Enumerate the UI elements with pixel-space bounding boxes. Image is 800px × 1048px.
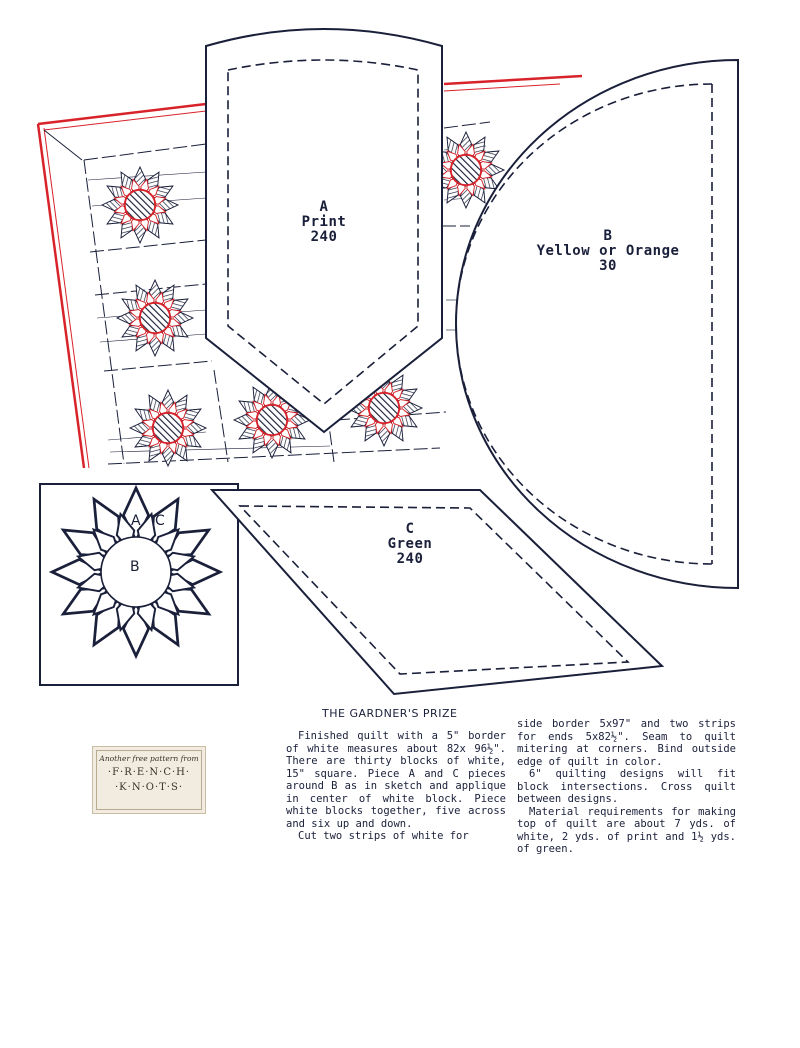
piece-c-label (360, 522, 460, 567)
piece-b-label (528, 229, 688, 274)
sketch-letter-a: A (131, 513, 141, 529)
instructions-paragraph: Finished quilt with a 5" border of white measures about 82x 96½". There are thirty blocks of white, 15" square. Piece A and C pieces around B as in sketch and applique in center of white block. Piece white blocks together, five across and six up and down. (286, 730, 506, 830)
sketch-letter-c: C (155, 513, 165, 529)
instructions-column-2 (517, 718, 736, 856)
instructions-paragraph: side border 5x97" and two strips for ends 5x82½". Seam to quilt mitering at corners. Bind outside edge of quilt in color. (517, 718, 736, 768)
piece-c-fabric: Green (387, 536, 433, 552)
piece-a-letter: A (319, 199, 329, 215)
piece-a-fabric: Print (301, 214, 347, 230)
french-knots-label (92, 746, 206, 814)
flower-block-3 (130, 390, 206, 466)
stamp-tagline: Another free pattern from (99, 754, 199, 763)
piece-b-fabric: Yellow or Orange (536, 243, 680, 259)
instructions-column-1 (286, 730, 506, 843)
instructions-paragraph: Cut two strips of white for (298, 830, 469, 842)
instructions-paragraph: Material requirements for making top of quilt are about 7 yds. of white, 2 yds. of print and 1½ yds. of green. (517, 805, 736, 855)
piece-c-letter: C (405, 521, 415, 537)
instructions-paragraph: 6" quilting designs will fit block intersections. Cross quilt between designs. (517, 768, 736, 805)
instructions-title: THE GARDNER'S PRIZE (322, 707, 458, 720)
piece-b-count: 30 (599, 258, 617, 274)
stamp-brand-line2: ·K·N·O·T·S· (114, 782, 183, 793)
piece-a-label (264, 200, 384, 245)
flower-block-2 (117, 280, 193, 356)
stamp-brand-line1: ·F·R·E·N·C·H· (107, 767, 191, 778)
piece-b-letter: B (603, 228, 613, 244)
sketch-letter-b: B (130, 559, 140, 575)
piece-a-count: 240 (310, 229, 338, 245)
piece-c-count: 240 (396, 551, 424, 567)
